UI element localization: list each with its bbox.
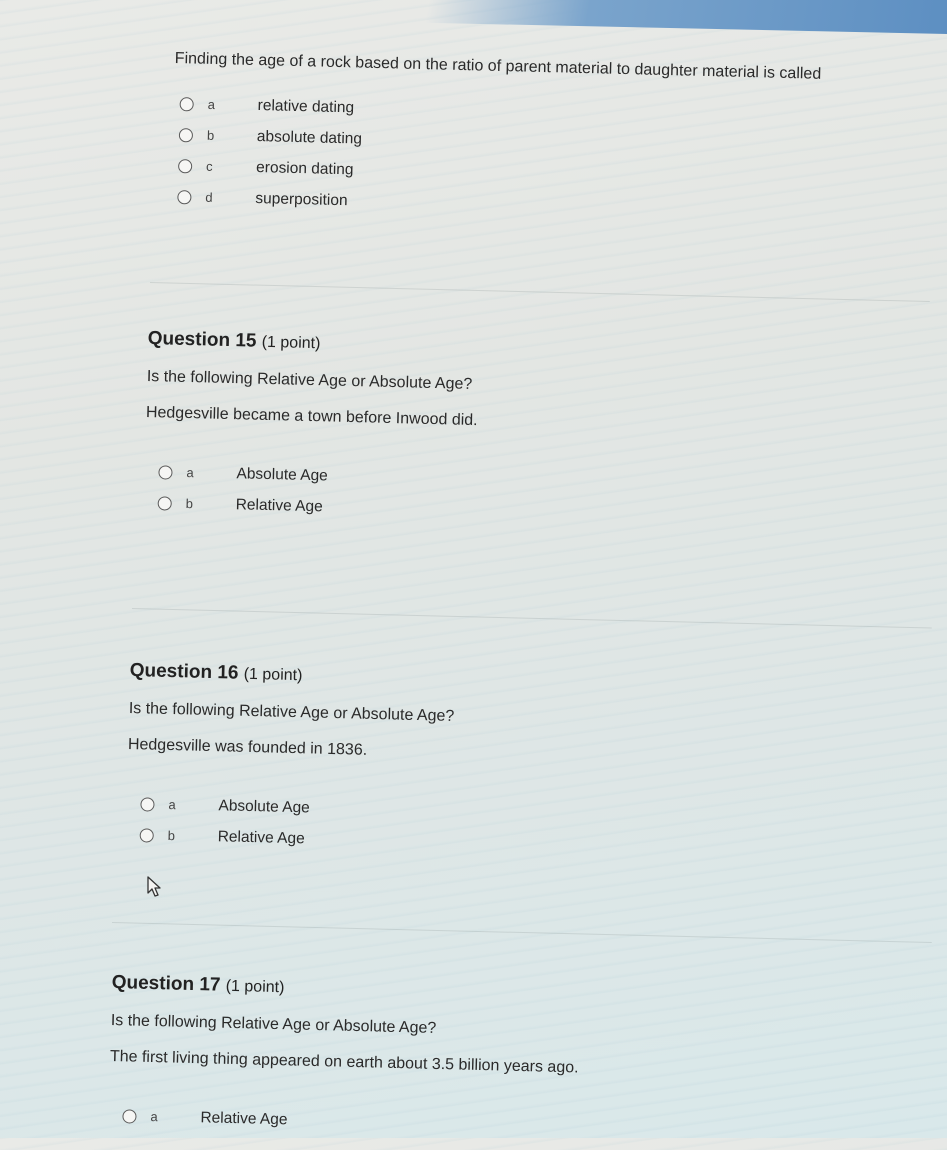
question-15-stem: Hedgesville became a town before Inwood did. <box>145 403 478 430</box>
radio-button-icon[interactable] <box>180 97 194 111</box>
option-letter: b <box>167 827 176 844</box>
mouse-pointer-icon <box>146 876 162 898</box>
question-divider <box>150 282 930 302</box>
option-letter: d <box>205 189 213 205</box>
question-16 <box>125 660 889 869</box>
radio-button-icon[interactable] <box>177 190 191 204</box>
question-16-prompt: Is the following Relative Age or Absolute Age? <box>128 699 455 725</box>
question-15 <box>143 328 907 537</box>
question-17 <box>108 972 872 1150</box>
option-letter: a <box>186 464 194 481</box>
question-17-prompt: Is the following Relative Age or Absolute Age? <box>110 1011 437 1037</box>
question-14 <box>171 50 935 231</box>
question-17-stem: The first living thing appeared on earth about 3.5 billion years ago. <box>109 1047 579 1077</box>
radio-button-icon[interactable] <box>140 797 154 811</box>
question-14-text: Finding the age of a rock based on the ratio of parent material to daughter material is called <box>174 50 822 83</box>
question-16-stem: Hedgesville was founded in 1836. <box>127 735 368 759</box>
question-14-options <box>177 88 934 230</box>
option-letter: a <box>207 96 216 112</box>
question-17-option-a[interactable] <box>122 1100 869 1149</box>
question-17-heading <box>111 972 871 1013</box>
radio-button-icon[interactable] <box>179 128 193 142</box>
option-label[interactable]: Absolute Age <box>218 796 311 816</box>
option-label[interactable]: relative dating <box>257 96 355 116</box>
option-label[interactable]: Relative Age <box>200 1108 288 1128</box>
option-letter: a <box>150 1108 158 1125</box>
option-label[interactable]: superposition <box>255 189 348 209</box>
option-letter: c <box>205 158 213 174</box>
radio-button-icon[interactable] <box>122 1109 136 1123</box>
question-points: (1 point) <box>225 977 285 997</box>
question-15-prompt: Is the following Relative Age or Absolute Age? <box>146 367 473 393</box>
radio-button-icon[interactable] <box>158 465 172 479</box>
question-number: Question 15 <box>147 328 257 352</box>
question-points: (1 point) <box>243 665 303 685</box>
question-points: (1 point) <box>261 333 321 353</box>
question-divider <box>112 922 932 943</box>
option-letter: a <box>168 796 176 813</box>
question-15-options <box>157 456 904 536</box>
question-17-options <box>122 1100 869 1149</box>
option-letter: b <box>185 495 194 512</box>
question-number: Question 17 <box>111 972 221 996</box>
option-label[interactable]: Relative Age <box>235 495 323 515</box>
question-16-heading <box>129 660 889 701</box>
question-number: Question 16 <box>129 660 239 684</box>
option-label[interactable]: absolute dating <box>256 127 363 148</box>
radio-button-icon[interactable] <box>158 496 172 510</box>
option-label[interactable]: Relative Age <box>217 827 305 847</box>
option-label[interactable]: Absolute Age <box>236 464 329 484</box>
option-letter: b <box>206 127 215 143</box>
radio-button-icon[interactable] <box>140 828 154 842</box>
question-divider <box>132 608 932 629</box>
radio-button-icon[interactable] <box>178 159 192 173</box>
option-label[interactable]: erosion dating <box>255 158 354 178</box>
question-15-heading <box>147 328 907 369</box>
question-16-options <box>139 788 886 868</box>
